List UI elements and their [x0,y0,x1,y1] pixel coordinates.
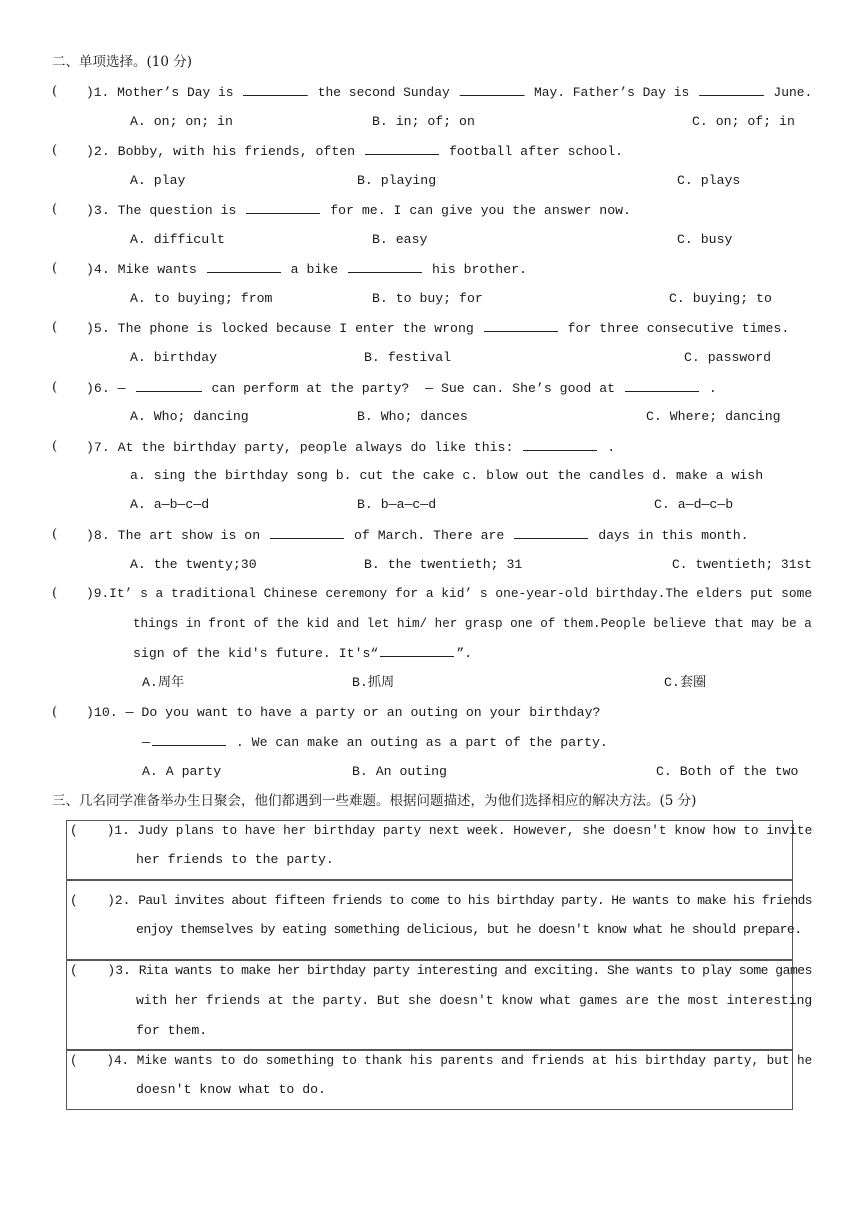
q6-option-a: A. Who; dancing [130,409,249,424]
q10-option-c: C. Both of the two [656,764,799,779]
problem-box-2 [66,880,793,960]
q7-steps: a. sing the birthday song b. cut the cake c. blow out the candles d. make a wish [130,468,764,483]
q9-paren-open: ( [52,586,58,601]
q1-option-c: C. on; of; in [692,114,795,129]
q6-number: 6. [93,381,110,396]
q8-text-1: The art show is on [117,528,261,543]
q7-paren-close: ) [86,440,94,455]
s3-item-1-paren-close: ) [106,823,115,838]
s3-item-1-text-1: Judy plans to have her birthday party next week. However, she doesn't know how to invite [137,823,813,838]
s3-item-3-line-3: for them. [136,1023,208,1038]
s3-item-3-line-2: with her friends at the party. But she doesn't know what games are the most interesting [136,993,813,1008]
s3-item-4-number: 4. [113,1053,130,1068]
q7-number: 7. [93,440,110,455]
q10-paren-open: ( [52,705,58,720]
q5-option-b: B. festival [364,350,452,365]
q8-option-b: B. the twentieth; 31 [364,557,523,572]
s3-item-3-number: 3. [115,963,131,978]
s3-item-2-paren-close: ) [107,893,115,908]
q7-paren-open: ( [52,439,58,454]
q2-number: 2. [93,144,110,159]
q9-text-3a: sign of the kid's future. It's“ [133,646,379,661]
q4-blank-1[interactable] [207,261,281,273]
question-4 [86,261,527,278]
q9-option-b: B.抓周 [352,675,395,690]
q3-option-c: C. busy [677,232,733,247]
question-7 [86,439,615,456]
q2-paren-close: ) [86,144,94,159]
q5-number: 5. [93,321,110,336]
s3-item-1-paren-open: ( [70,823,78,838]
q3-number: 3. [93,203,110,218]
question-9-line-2: things in front of the kid and let him/ her grasp one of them.People believe that may be a [133,616,812,631]
q6-option-c: C. Where; dancing [646,409,781,424]
q1-text-4: June. [773,85,813,100]
q8-blank-2[interactable] [514,527,588,539]
q10-paren-close: ) [86,705,94,720]
q6-text-2: can perform at the party? [211,381,410,396]
q8-blank-1[interactable] [270,527,344,539]
section-2-title: 二、单项选择。(10 分) [52,54,193,70]
q7-blank-1[interactable] [523,439,597,451]
q9-blank-1[interactable] [380,645,454,657]
q10-option-b: B. An outing [352,764,447,779]
q1-blank-3[interactable] [699,84,764,96]
q6-text-4: . [708,381,717,396]
q8-option-c: C. twentieth; 31st [672,557,813,572]
q10-option-a: A. A party [142,764,222,779]
question-9-line-3 [133,645,472,662]
q1-option-b: B. in; of; on [372,114,475,129]
q3-text-2: for me. I can give you the answer now. [330,203,631,218]
q2-blank-1[interactable] [365,143,439,155]
q8-text-2: of March. There are [353,528,505,543]
s3-item-3-line-1 [70,963,812,979]
q10-text-1: — Do you want to have a party or an outing on your birthday? [125,705,601,720]
q1-paren-close: ) [86,85,94,100]
q1-blank-2[interactable] [459,84,524,96]
q5-paren-close: ) [86,321,94,336]
q6-blank-2[interactable] [625,380,699,392]
q8-paren-open: ( [52,527,58,542]
question-5 [86,320,789,337]
q5-option-c: C. password [684,350,772,365]
q7-option-c: C. a—d—c—b [654,497,734,512]
section-3-title: 三、几名同学准备举办生日聚会，他们都遇到一些难题。根据问题描述，为他们选择相应的解决方法。(5 分) [52,793,697,809]
q3-option-b: B. easy [372,232,428,247]
q4-paren-close: ) [86,262,94,277]
q2-paren-open: ( [52,143,58,158]
q5-blank-1[interactable] [484,320,558,332]
q1-text-3: May. Father’s Day is [533,85,690,100]
q1-text-1: Mother’s Day is [117,85,234,100]
q4-option-b: B. to buy; for [372,291,483,306]
q10-number: 10. [93,705,118,720]
s3-item-2-line-2: enjoy themselves by eating something delicious, but he doesn't know what he should prepare. [136,922,802,937]
q2-option-b: B. playing [357,173,437,188]
q8-text-3: days in this month. [598,528,749,543]
q7-text-2: . [607,440,616,455]
q5-text-1: The phone is locked because I enter the wrong [117,321,474,336]
s3-item-2-number: 2. [114,893,131,908]
s3-item-4-paren-close: ) [106,1053,114,1068]
q3-option-a: A. difficult [130,232,225,247]
q8-option-a: A. the twenty;30 [130,557,257,572]
q4-text-2: a bike [290,262,339,277]
q4-blank-2[interactable] [348,261,422,273]
q6-paren-open: ( [52,380,58,395]
s3-item-4-text-1: Mike wants to do something to thank his parents and friends at his birthday party, but he [136,1053,813,1068]
q1-number: 1. [93,85,110,100]
q6-text-1: — [117,381,126,396]
question-8 [86,527,749,544]
q1-option-a: A. on; on; in [130,114,233,129]
q3-blank-1[interactable] [246,202,320,214]
q3-paren-open: ( [52,202,58,217]
q1-text-2: the second Sunday [317,85,450,100]
q4-text-3: his brother. [431,262,527,277]
q2-option-c: C. plays [677,173,741,188]
q4-text-1: Mike wants [117,262,197,277]
q10-text-2a: — [142,735,150,750]
q4-number: 4. [93,262,110,277]
q7-text-1: At the birthday party, people always do like this: [117,440,514,455]
s3-item-3-paren-open: ( [70,963,78,978]
s3-item-2-line-1 [70,893,812,909]
question-10-line-1 [86,705,600,721]
s3-item-1-number: 1. [114,823,130,838]
s3-item-2-text-1: Paul invites about fifteen friends to come to his birthday party. He wants to make his friends [138,893,812,908]
question-10-line-2 [142,734,608,751]
s3-item-3-text-1: Rita wants to make her birthday party interesting and exciting. She wants to play some games [138,963,812,978]
question-2 [86,143,623,160]
q2-option-a: A. play [130,173,186,188]
question-6 [86,380,717,397]
question-9-line-1 [86,586,812,602]
s3-item-3-paren-close: ) [107,963,116,978]
q1-paren-open: ( [52,84,58,99]
q4-option-a: A. to buying; from [130,291,273,306]
question-1 [86,84,812,101]
s3-item-2-paren-open: ( [70,893,78,908]
q7-option-a: A. a—b—c—d [130,497,210,512]
q9-text-1: It’ s a traditional Chinese ceremony for a kid’ s one-year-old birthday.The elders put some [109,586,813,601]
q8-number: 8. [93,528,110,543]
q6-text-3: — Sue can. She’s good at [425,381,616,396]
q9-option-a: A.周年 [142,675,185,690]
q10-blank-1[interactable] [152,734,226,746]
q9-paren-close: ) [86,586,94,601]
s3-item-4-line-1 [70,1053,812,1069]
q9-option-c: C.套圈 [664,675,707,690]
s3-item-1-line-1 [70,823,812,839]
q9-text-3b: ”. [456,646,473,661]
q6-paren-close: ) [86,381,94,396]
q4-option-c: C. buying; to [669,291,772,306]
q2-text-1: Bobby, with his friends, often [117,144,356,159]
q4-paren-open: ( [52,261,58,276]
q3-paren-close: ) [86,203,94,218]
s3-item-4-paren-open: ( [70,1053,78,1068]
s3-item-4-line-2: doesn't know what to do. [136,1082,326,1097]
q5-option-a: A. birthday [130,350,218,365]
q3-text-1: The question is [117,203,237,218]
s3-item-1-line-2: her friends to the party. [136,852,334,867]
q1-blank-1[interactable] [243,84,308,96]
question-3 [86,202,631,219]
q7-option-b: B. b—a—c—d [357,497,437,512]
q9-number: 9. [93,586,110,601]
q10-text-2b: . We can make an outing as a part of the party. [235,735,608,750]
q8-paren-close: ) [86,528,94,543]
q2-text-2: football after school. [448,144,624,159]
q6-option-b: B. Who; dances [357,409,468,424]
q5-paren-open: ( [52,320,58,335]
q6-blank-1[interactable] [136,380,202,392]
q5-text-2: for three consecutive times. [567,321,790,336]
